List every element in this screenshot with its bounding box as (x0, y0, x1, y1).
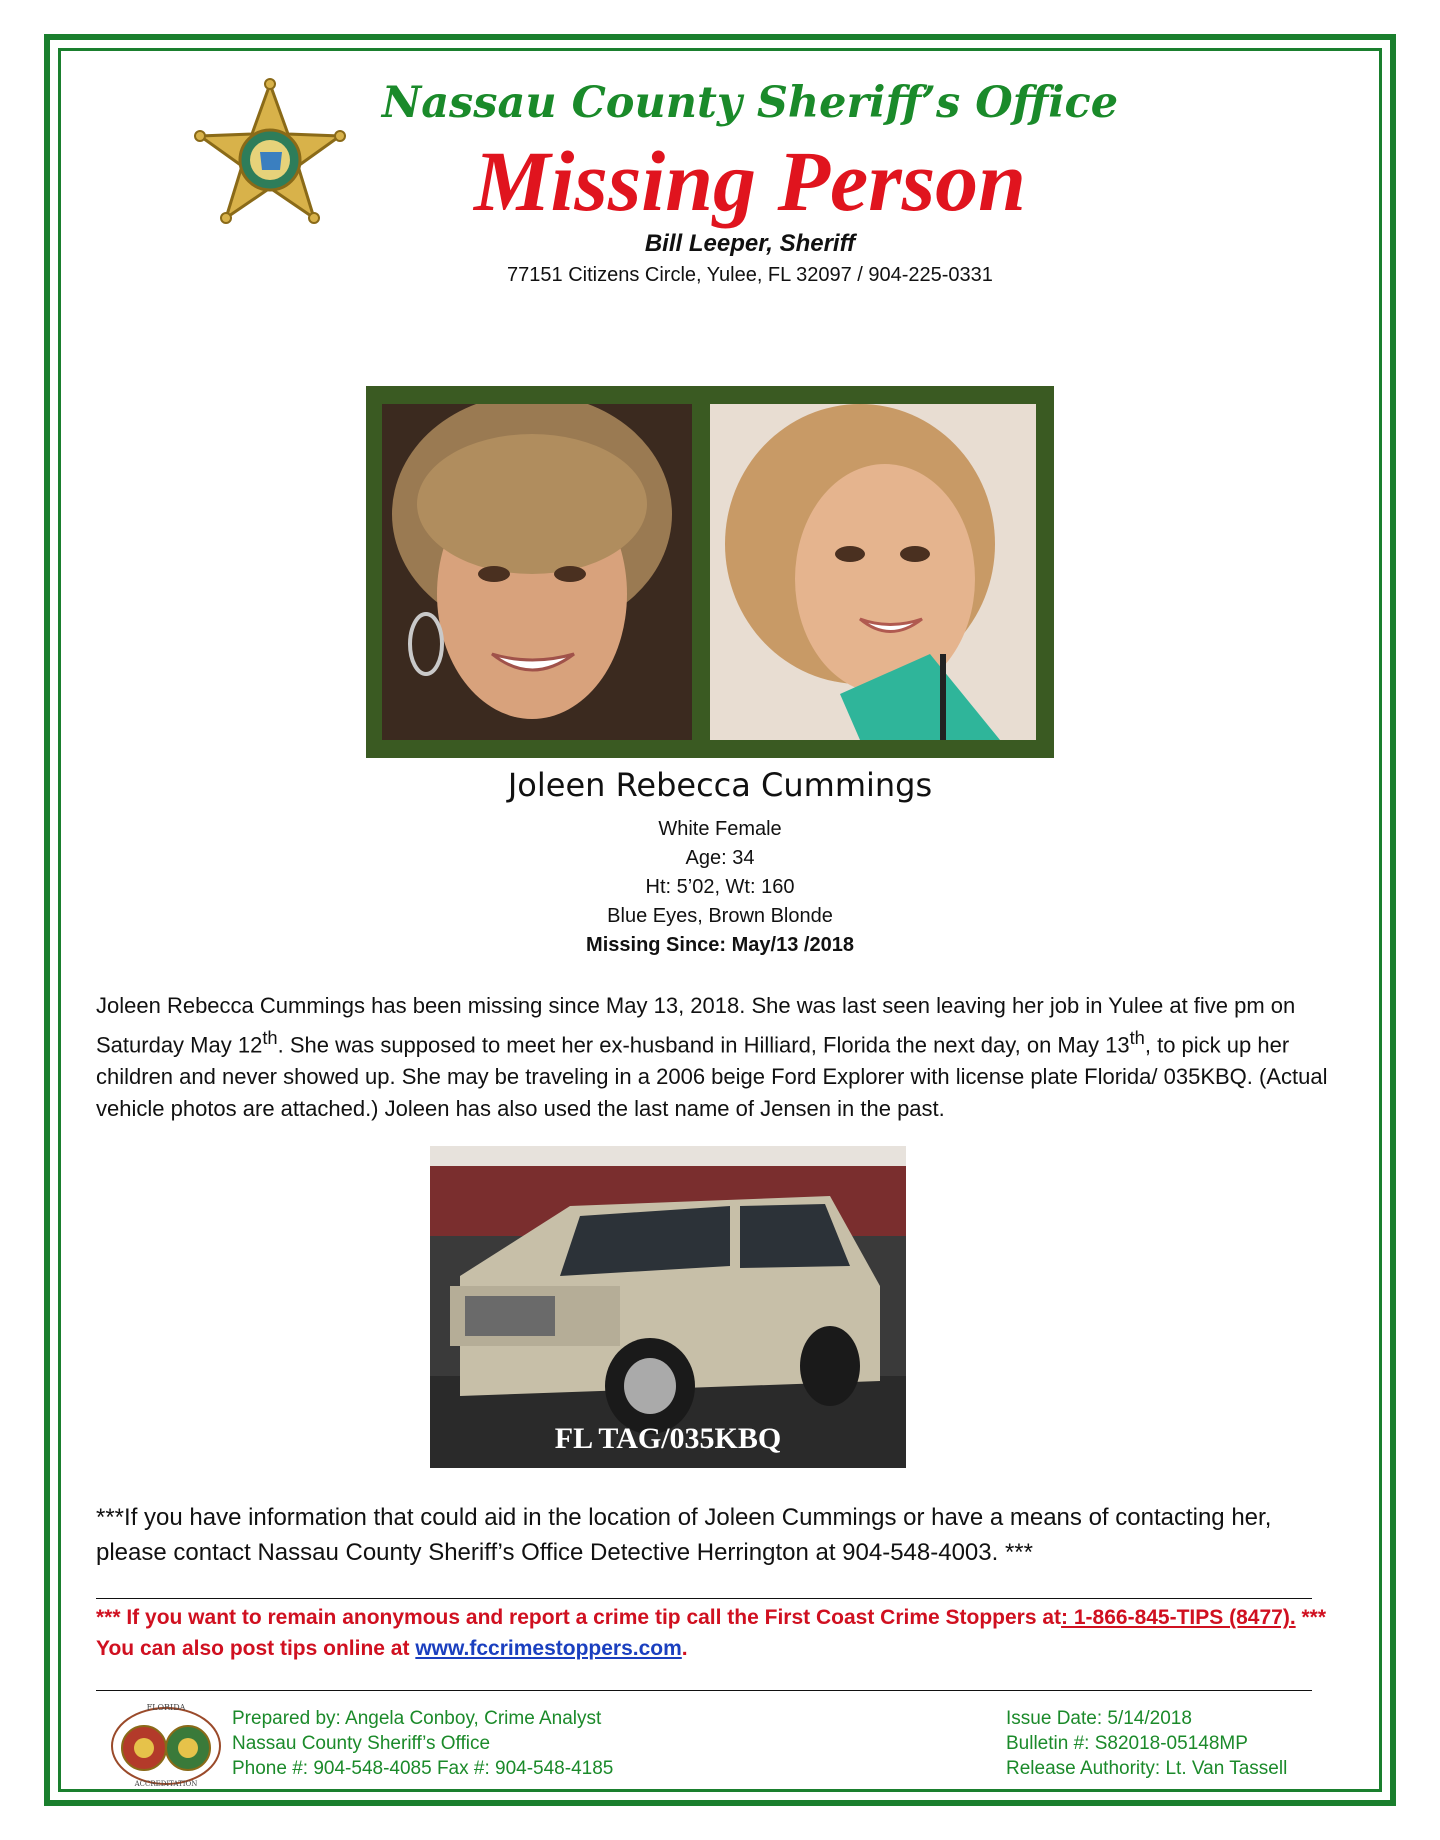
divider-top (96, 1598, 1312, 1599)
person-photo-2 (710, 404, 1036, 740)
footer-phone: Phone #: 904-548-4085 Fax #: 904-548-4185 (232, 1758, 614, 1779)
photo-frame (366, 386, 1054, 758)
description-paragraph: Joleen Rebecca Cummings has been missing since May 13, 2018. She was last seen leaving her job in Yulee at five pm on Saturday May 12th. She was supposed to meet her ex-husband in Hilliard, Florida the next day, on May 13th, to pick up her children and never showed up. She may be traveling in a 2006 beige Ford Explorer with license plate Florida/ 035KBQ. (Actual vehicle photos are attached.) Joleen has also used the last name of Jensen in the past. (96, 993, 1328, 1122)
sheriff-name: Bill Leeper, Sheriff (644, 230, 856, 257)
vehicle-tag-label: FL TAG/035KBQ (554, 1422, 782, 1455)
footer-office: Nassau County Sheriff’s Office (232, 1733, 491, 1754)
office-address: 77151 Citizens Circle, Yulee, FL 32097 / 904-225-0331 (507, 264, 993, 286)
person-age: Age: 34 (685, 847, 755, 869)
person-eyes-hair: Blue Eyes, Brown Blonde (607, 905, 833, 927)
person-name: Joleen Rebecca Cummings (507, 766, 933, 804)
footer-prepared-by (232, 1706, 613, 1781)
person-race-sex: White Female (658, 818, 782, 840)
crime-tip-paragraph: *** If you want to remain anonymous and report a crime tip call the First Coast Crime Stoppers at: 1-866-845-TIPS (8477). *** You can also post tips online at www.fccrimestoppers.com. (96, 1606, 1327, 1660)
footer-bulletin-info (1006, 1706, 1287, 1781)
person-height-weight: Ht: 5’02, Wt: 160 (645, 876, 795, 898)
crimestoppers-url-link[interactable]: www.fccrimestoppers.com (415, 1637, 682, 1660)
person-photo-1 (382, 404, 692, 740)
agency-title: Nassau County Sheriff’s Office (381, 78, 1119, 128)
prepared-by: Prepared by: Angela Conboy, Crime Analyst (232, 1708, 602, 1729)
accreditation-seal-icon (108, 1700, 224, 1788)
missing-person-headline: Missing Person (474, 133, 1026, 229)
vehicle-photo (430, 1146, 906, 1468)
divider-bottom (96, 1690, 1312, 1691)
bulletin-number: Bulletin #: S82018-05148MP (1006, 1733, 1248, 1754)
svg-text:FLORIDA: FLORIDA (146, 1703, 186, 1712)
release-authority: Release Authority: Lt. Van Tassell (1006, 1758, 1288, 1779)
tip-phone-link[interactable]: : 1-866-845-TIPS (8477). (1061, 1606, 1296, 1629)
svg-text:ACCREDITATION: ACCREDITATION (134, 1780, 198, 1788)
contact-paragraph: ***If you have information that could aid in the location of Joleen Cummings or have a means of contacting her, please contact Nassau County Sheriff’s Office Detective Herrington at 904-548-4003. *** (96, 1504, 1272, 1566)
missing-since: Missing Since: May/13 /2018 (586, 934, 854, 956)
issue-date: Issue Date: 5/14/2018 (1006, 1708, 1192, 1729)
